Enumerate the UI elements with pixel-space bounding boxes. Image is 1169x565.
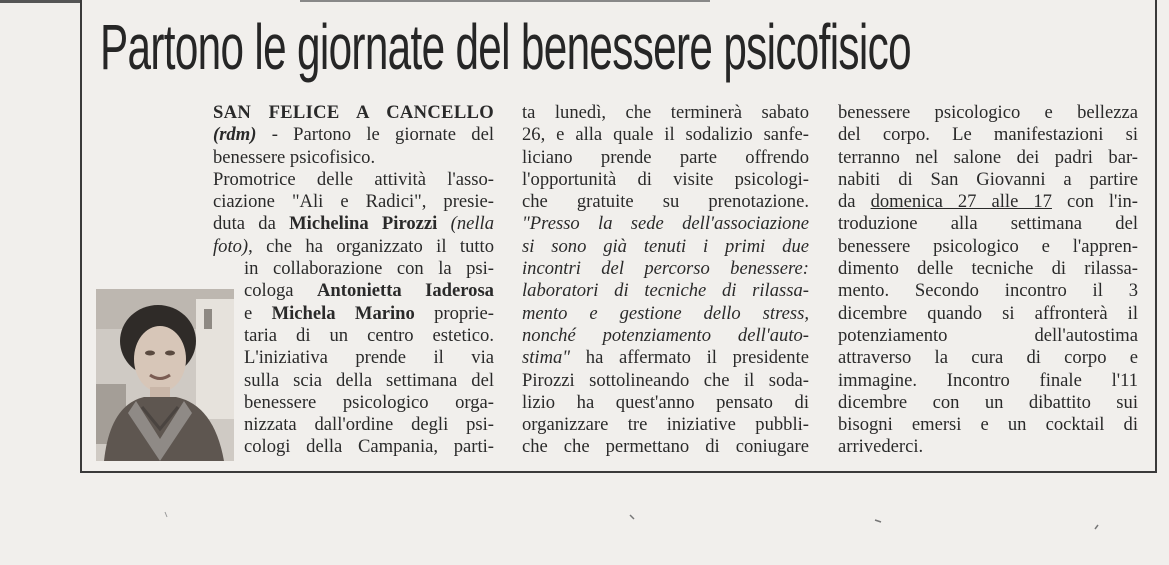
text-line: Promotrice delle attività l'asso- [213,168,494,190]
text-line: 26, e alla quale il sodalizio sanfe- [522,124,809,146]
text-line: da domenica 27 alle 17 con l'in- [838,191,1138,213]
text-line: l'opportunità di visite psicologi- [522,168,809,190]
text-line: L'iniziativa prende il via [244,347,494,369]
text-line: che che permettano di coniugare [522,436,809,458]
text-line: benessere psicologico orga- [244,391,494,413]
person-name: Michela Marino [271,302,415,324]
text-line: benessere psicofisico. [213,146,376,168]
text-line: dicembre quando si affronterà il [838,302,1138,324]
text-line: arrivederci. [838,436,924,458]
text-line: potenziamento dell'autostima [838,324,1138,346]
text-line: cologa Antonietta Iaderosa [244,280,494,302]
headline: Partono le giornate del benessere psicofisico [100,11,911,83]
person-name: Michelina Pirozzi [289,213,438,235]
text-line: lizio ha quest'anno pensato di [522,391,809,413]
text-line: e Michela Marino proprie- [244,302,494,324]
text-line: che gratuite su prenotazione. [522,191,809,213]
text-line: terranno nel salone dei padri bar- [838,146,1138,168]
text-line: cologi della Campania, parti- [244,436,494,458]
text-line: bisogni emersi e un cocktail di [838,414,1138,436]
text-line: in collaborazione con la psi- [244,258,494,280]
text-line: duta da Michelina Pirozzi (nella [213,213,494,235]
text-line: taria di un centro estetico. [244,324,494,346]
text-line: sulla scia della settimana del [244,369,494,391]
text-line: ciazione "Ali e Radici", presie- [213,191,494,213]
text-line: attraverso la cura di corpo e [838,347,1138,369]
text-line: Pirozzi sottolineando che il soda- [522,369,809,391]
text-line: immagine. Incontro finale l'11 [838,369,1138,391]
text-line: foto), che ha organizzato il tutto [213,235,494,257]
text-line: stima" ha affermato il presidente [522,347,809,369]
text-line: (rdm) - Partono le giornate del [213,124,494,146]
quote-line: "Presso la sede dell'associazione [522,213,809,235]
person-name: Antonietta Iaderosa [316,280,494,302]
quote-line: si sono già tenuti i primi due [522,235,809,257]
text-line: dimento delle tecniche di rilassa- [838,258,1138,280]
text-line: liciano prende parte offrendo [522,146,809,168]
text-line: benessere psicologico e l'appren- [838,235,1138,257]
text-line: dicembre con un dibattito sui [838,391,1138,413]
author-initials: (rdm) [213,124,257,146]
text-line: mento. Secondo incontro il 3 [838,280,1138,302]
quote-line: mento e gestione dello stress, [522,302,809,324]
text-line: benessere psicologico e bellezza [838,102,1138,123]
text-line: nizzata dall'ordine degli psi- [244,414,494,436]
text-line: troduzione alla settimana del [838,213,1138,235]
text-line: ta lunedì, che terminerà sabato [522,102,809,123]
text-line: del corpo. Le manifestazioni si [838,124,1138,146]
text-line: organizzare tre iniziative pubbli- [522,414,809,436]
event-date: domenica 27 alle 17 [870,191,1052,213]
quote-line: incontri del percorso benessere: [522,258,809,280]
quote-line: laboratori di tecniche di rilassa- [522,280,809,302]
quote-line: nonché potenziamento dell'auto- [522,324,809,346]
dateline: SAN FELICE A CANCELLO [213,102,494,123]
text-line: nabiti di San Giovanni a partire [838,168,1138,190]
